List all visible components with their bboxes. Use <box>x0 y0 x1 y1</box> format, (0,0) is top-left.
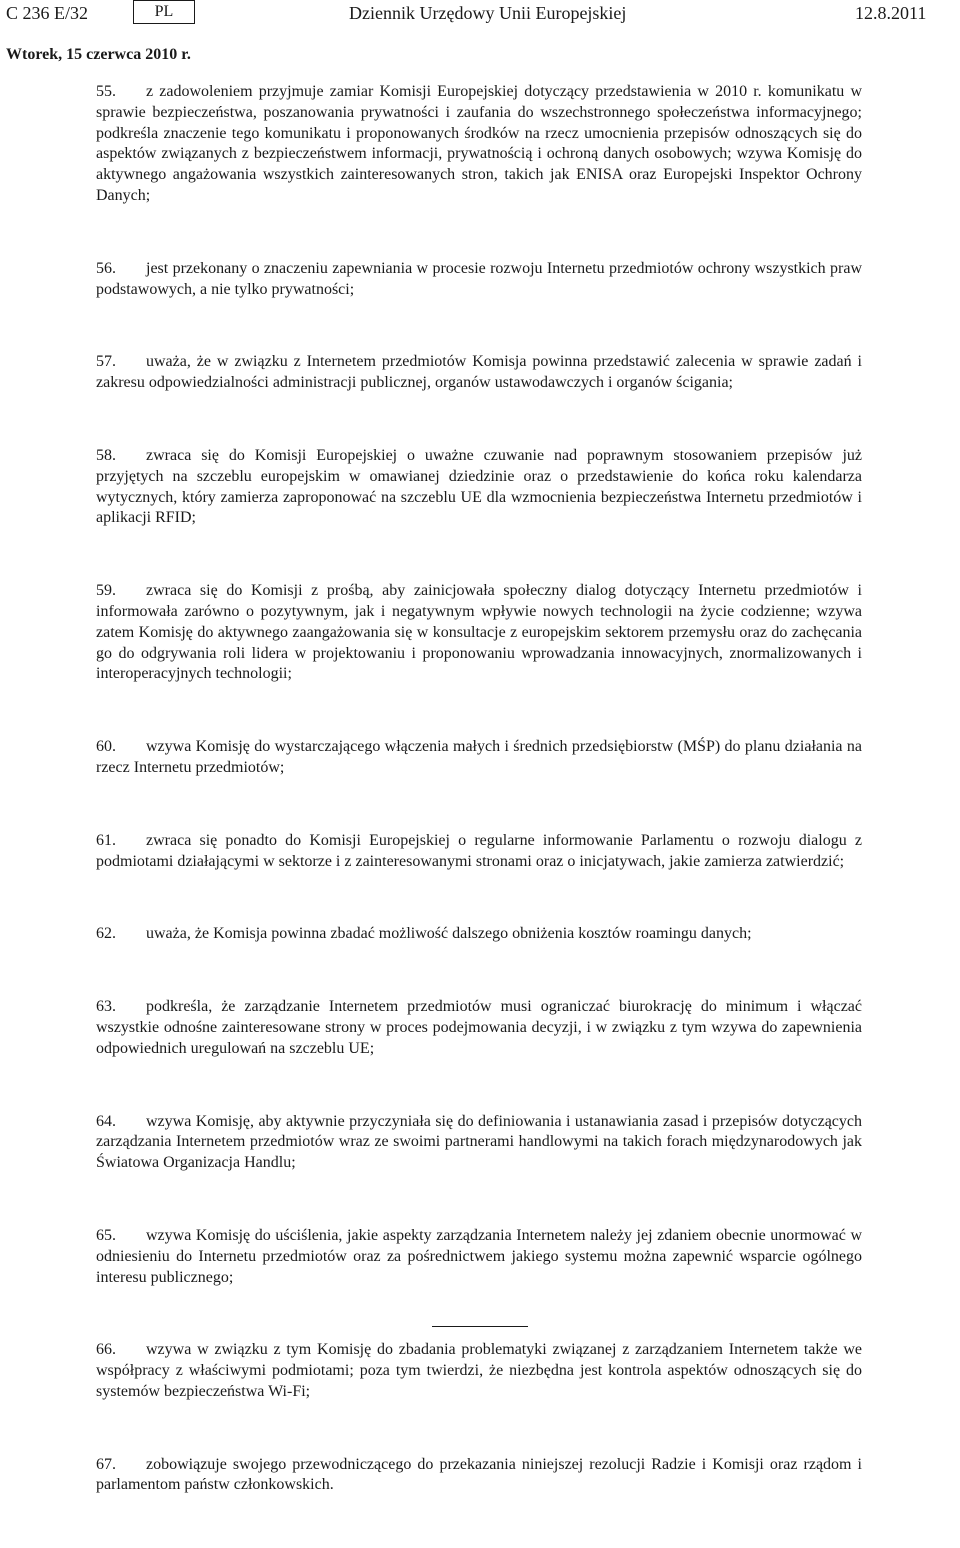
paragraph-61 <box>96 831 862 873</box>
paragraph-62 <box>96 924 862 945</box>
paragraph-58 <box>96 446 862 529</box>
paragraph-64 <box>96 1112 862 1174</box>
language-code-box: PL <box>133 0 195 24</box>
paragraph-59 <box>96 581 862 685</box>
paragraph-number: 65. <box>96 1226 116 1244</box>
paragraph-number: 67. <box>96 1455 116 1473</box>
paragraph-text: wzywa Komisję, aby aktywnie przyczyniała się do definiowania i ustanawiania zasad i przepisów dotyczących zarządzania Internetem przedmiotów wraz ze swoimi partnerami handlowymi na takich forach międzynarodowych jak Światowa Organizacja Handlu; <box>96 1112 862 1172</box>
journal-title: Dziennik Urzędowy Unii Europejskiej <box>349 3 627 23</box>
paragraph-text: wzywa Komisję do wystarczającego włączenia małych i średnich przedsiębiorstw (MŚP) do planu działania na rzecz Internetu przedmiotów; <box>96 738 862 776</box>
paragraph-text: wzywa w związku z tym Komisję do zbadania problematyki związanej z zarządzaniem Internetem także we współpracy z właściwymi podmiotami; poza tym twierdzi, że niezbędna jest kontrola aspektów odnoszących się do systemów bezpieczeństwa Wi-Fi; <box>96 1341 862 1400</box>
paragraph-text: zwraca się ponadto do Komisji Europejskiej o regularne informowanie Parlamentu o rozwoju dialogu z podmiotami działającymi w sektorze i z zainteresowanymi stronami oraz o inicjatywach, jakie zamierza zatwierdzić; <box>96 831 862 870</box>
footer-rule <box>432 1326 528 1327</box>
paragraph-text: zwraca się do Komisji z prośbą, aby zainicjowała społeczny dialog dotyczący Internetu przedmiotów i informowała zarówno o pozytywnym, jak i negatywnym wpływie nowych technologii na życie codzienne; wzywa zatem Komisję do aktywnego zaangażowania się w konsultacje z europejskim sektorem przemysłu oraz do zachęcania go do odgrywania roli lidera w projektowaniu i proponowaniu wprowadzania innowacyjnych, znormalizowanych i interoperacyjnych technologii; <box>96 582 862 683</box>
paragraph-text: uważa, że w związku z Internetem przedmiotów Komisja powinna przedstawić zalecenia w sprawie zadań i zakresu odpowiedzialności administracji publicznej, organów ustawodawczych i organów ścigania; <box>96 353 862 392</box>
paragraph-text: jest przekonany o znaczeniu zapewniania w procesie rozwoju Internetu przedmiotów ochrony wszystkich praw podstawowych, a nie tylko prywatności; <box>96 259 862 298</box>
paragraph-66 <box>96 1340 862 1402</box>
paragraph-number: 55. <box>96 83 116 100</box>
sitting-date: Wtorek, 15 czerwca 2010 r. <box>6 46 191 63</box>
paragraph-text: podkreśla, że zarządzanie Internetem przedmiotów musi ograniczać biurokrację do minimum i włączać wszystkie odnośne zainteresowane strony w proces podejmowania decyzji, i w związku z tym wzywa do zapewnienia odpowiednich uregulowań na szczeblu UE; <box>96 998 862 1057</box>
paragraph-56 <box>96 259 862 301</box>
paragraph-number: 61. <box>96 831 116 849</box>
paragraph-55 <box>96 82 862 207</box>
paragraph-text: wzywa Komisję do uściślenia, jakie aspekty zarządzania Internetem należy jej zdaniem obecnie unormować w odniesieniu do Internetu przedmiotów oraz za pośrednictwem jakiego systemu można zapewnić wsparcie ogólnego interesu publicznego; <box>96 1226 862 1286</box>
page-header <box>0 0 960 30</box>
paragraph-number: 64. <box>96 1112 116 1130</box>
paragraph-number: 66. <box>96 1341 116 1359</box>
publication-date: 12.8.2011 <box>855 3 927 23</box>
paragraph-number: 60. <box>96 738 116 756</box>
paragraph-63 <box>96 997 862 1059</box>
paragraph-number: 56. <box>96 259 116 277</box>
paragraph-number: 62. <box>96 925 116 943</box>
paragraph-60 <box>96 737 862 779</box>
document-body <box>96 82 862 1548</box>
paragraph-text: uważa, że Komisja powinna zbadać możliwość dalszego obniżenia kosztów roamingu danych; <box>146 925 752 943</box>
paragraph-number: 58. <box>96 446 116 464</box>
paragraph-text: zobowiązuje swojego przewodniczącego do przekazania niniejszej rezolucji Radzie i Komisji oraz rządom i parlamentom państw członkowskich. <box>96 1455 862 1494</box>
paragraph-text: z zadowoleniem przyjmuje zamiar Komisji Europejskiej dotyczący przedstawienia w 2010 r. komunikatu w sprawie bezpieczeństwa, poszanowania prywatności i zaufania do wszechstronnego społeczeństwa informacyjnego; podkreśla znaczenie tego komunikatu i proponowanych środków na rzecz umocnienia przepisów odnoszących się do aspektów związanych z bezpieczeństwem informacji, prywatnością i ochroną danych osobowych; wzywa Komisję do aktywnego angażowania wszystkich zainteresowanych stron, takich jak ENISA oraz Europejski Inspektor Ochrony Danych; <box>96 83 862 204</box>
paragraph-number: 59. <box>96 582 116 600</box>
paragraph-57 <box>96 352 862 394</box>
paragraph-67 <box>96 1455 862 1497</box>
paragraph-65 <box>96 1226 862 1288</box>
paragraph-number: 63. <box>96 998 116 1016</box>
paragraph-text: zwraca się do Komisji Europejskiej o uważne czuwanie nad poprawnym stosowaniem przepisów już przyjętych na szczeblu europejskim w omawianej dziedzinie oraz o przedstawienie do końca roku kalendarza wytycznych, który zamierza zaproponować na szczeblu UE dla wzmocnienia bezpieczeństwa Internetu przedmiotów i aplikacji RFID; <box>96 446 862 527</box>
journal-reference: C 236 E/32 <box>6 3 89 23</box>
paragraph-number: 57. <box>96 353 116 371</box>
